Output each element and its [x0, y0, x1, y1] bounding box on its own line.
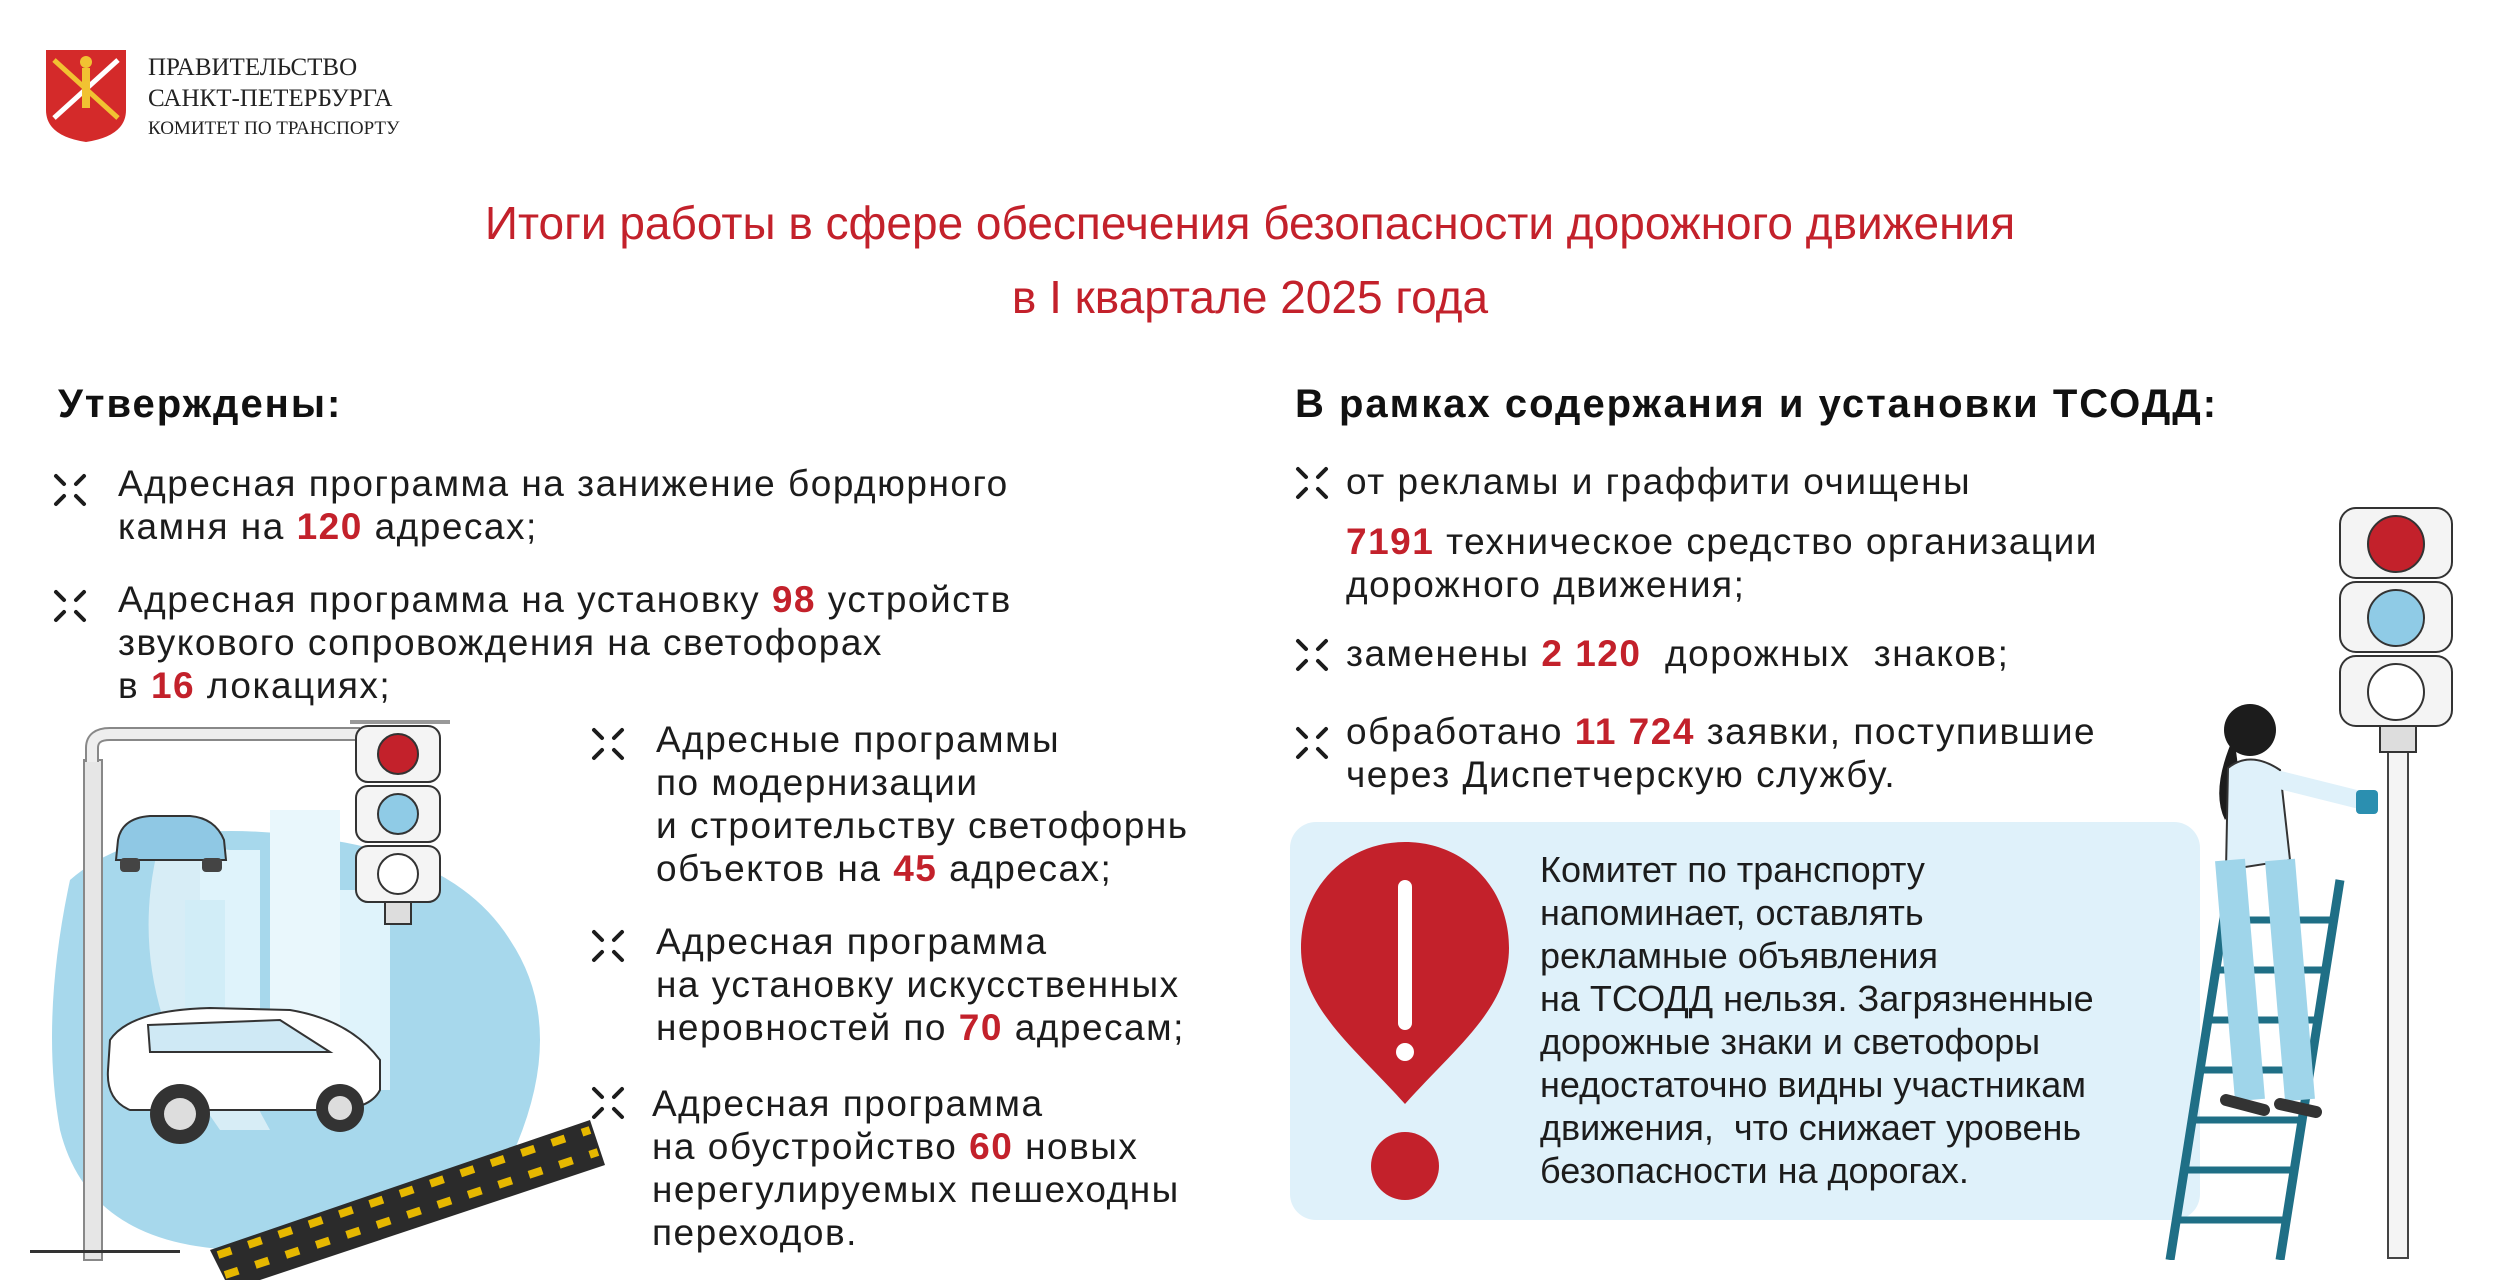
bullet-icon [53, 589, 87, 623]
left-heading: Утверждены: [58, 382, 343, 426]
left-item-4-line-1: Адресная программа [656, 921, 1048, 962]
left-item-1-text: камня на [118, 506, 297, 547]
right-item-1-number: 7191 [1346, 521, 1435, 562]
right-item-3-line-2: через Диспетчерскую службу. [1346, 754, 1897, 795]
left-item-1-line-1: Адресная программа на занижение бордюрного [118, 463, 1009, 504]
left-item-2-number-1: 98 [771, 579, 817, 620]
org-line-2: САНКТ-ПЕТЕРБУРГА [148, 85, 393, 112]
left-item-1 [118, 462, 1009, 548]
left-item-5-line-2-end: новых [1013, 1126, 1139, 1167]
notice-line: на ТСОДД нельзя. Загрязненные [1540, 978, 2094, 1019]
bullet-icon [1295, 726, 1329, 760]
title-line-2: в I квартале 2025 года [1011, 271, 1489, 323]
notice-line: напоминает, оставлять [1540, 892, 1924, 933]
left-item-3-line-2: по модернизации [656, 762, 979, 803]
left-item-2-line-3-end: локациях; [195, 665, 392, 706]
left-item-5 [652, 1082, 1180, 1254]
left-item-3-line-1: Адресные программы [656, 719, 1061, 760]
right-item-3-text: обработано [1346, 711, 1575, 752]
bullet-icon [1295, 466, 1329, 500]
left-item-3 [656, 718, 1189, 890]
right-item-3-number: 11 724 [1574, 711, 1695, 752]
traffic-light-cleaning-illustration [2130, 500, 2460, 1260]
road-illustration [30, 690, 630, 1280]
notice-line: дорожные знаки и светофоры [1540, 1021, 2041, 1062]
left-item-3-line-4: объектов на [656, 848, 894, 889]
bullet-icon [591, 727, 625, 761]
page-title [0, 186, 2500, 334]
title-line-1: Итоги работы в сфере обеспечения безопасности дорожного движения [484, 197, 2016, 249]
bullet-icon [1295, 638, 1329, 672]
header-logo [44, 48, 444, 148]
left-item-2-line-2: звукового сопровождения на светофорах [118, 622, 883, 663]
left-item-5-line-1: Адресная программа [652, 1083, 1044, 1124]
exclamation-icon [1295, 838, 1515, 1208]
right-item-2-text: заменены [1346, 633, 1542, 674]
org-line-3: КОМИТЕТ ПО ТРАНСПОРТУ [148, 118, 400, 139]
right-item-3-text-end: заявки, поступившие [1694, 711, 2097, 752]
left-item-3-number: 45 [893, 848, 938, 889]
left-item-4-line-2: на установку искусственных [656, 964, 1180, 1005]
right-item-2 [1346, 632, 2009, 675]
right-item-3 [1346, 710, 2096, 796]
notice-line: движения, что снижает уровень [1540, 1107, 2082, 1148]
left-item-5-line-4: переходов. [652, 1212, 858, 1253]
notice-text [1540, 848, 2094, 1192]
left-item-5-line-2: на обустройство [652, 1126, 970, 1167]
notice-line: безопасности на дорогах. [1540, 1150, 1969, 1191]
org-line-1: ПРАВИТЕЛЬСТВО [148, 54, 358, 81]
left-item-2-number-2: 16 [150, 665, 196, 706]
left-item-4-line-3: неровностей по [656, 1007, 959, 1048]
bullet-icon [53, 473, 87, 507]
saint-petersburg-coat-of-arms-icon [44, 48, 128, 144]
left-item-2-text: Адресная программа на установку [118, 579, 772, 620]
notice-line: рекламные объявления [1540, 935, 1939, 976]
right-item-2-number: 2 120 [1541, 633, 1642, 674]
left-item-1-number: 120 [296, 506, 363, 547]
right-heading: В рамках содержания и установки ТСОДД: [1295, 382, 2219, 426]
right-item-1-line-2: техническое средство организации [1434, 521, 2098, 562]
right-item-2-text-end: дорожных знаков; [1641, 633, 2010, 674]
left-item-3-line-4-end: адресах; [937, 848, 1113, 889]
notice-line: Комитет по транспорту [1540, 849, 1925, 890]
bullet-icon [591, 1086, 625, 1120]
left-item-2-line-3: в [118, 665, 151, 706]
right-item-1 [1346, 460, 2098, 606]
right-item-1-line-3: дорожного движения; [1346, 564, 1746, 605]
left-item-4-number: 70 [958, 1007, 1003, 1048]
left-item-1-text-end: адресах; [362, 506, 538, 547]
left-item-3-line-3: и строительству светофорнь [656, 805, 1189, 846]
left-item-2-text-end: устройств [816, 579, 1012, 620]
notice-line: недостаточно видны участникам [1540, 1064, 2086, 1105]
left-item-2 [118, 578, 1012, 707]
right-item-1-line-1: от рекламы и граффити очищены [1346, 461, 1972, 502]
left-item-5-line-3: нерегулируемых пешеходны [652, 1169, 1180, 1210]
bullet-icon [591, 929, 625, 963]
left-item-4 [656, 920, 1185, 1049]
left-item-4-line-3-end: адресам; [1002, 1007, 1185, 1048]
left-item-5-number: 60 [969, 1126, 1014, 1167]
